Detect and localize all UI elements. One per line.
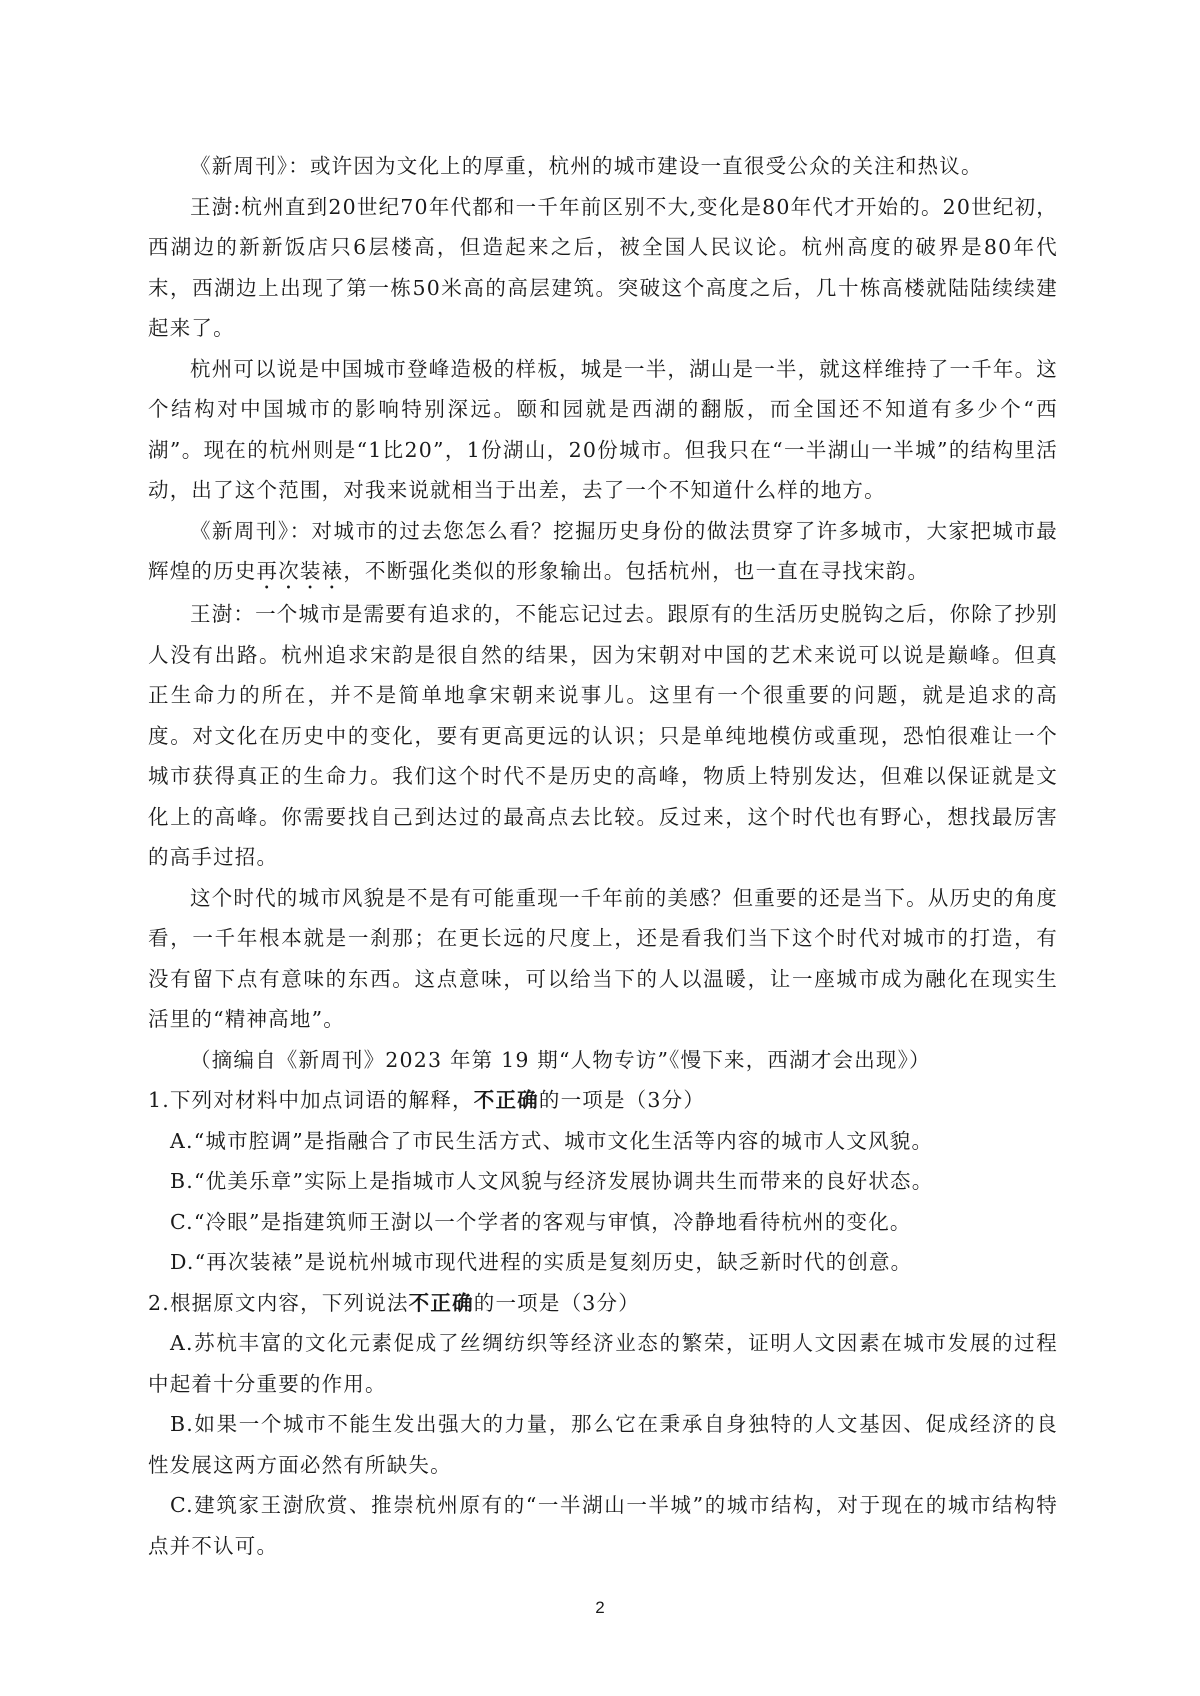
paragraph-5: 王澍：一个城市是需要有追求的，不能忘记过去。跟原有的生活历史脱钩之后，你除了抄别人没有出路。杭州追求宋韵是很自然的结果，因为宋朝对中国的艺术来说可以说是巅峰。但真正生命力的所在，并不是简单地拿宋朝来说事儿。这里有一个很重要的问题，就是追求的高度。对文化在历史中的变化，要有更高更远的认识；只是单纯地模仿或重现，恐怕很难让一个城市获得真正的生命力。我们这个时代不是历史的高峰，物质上特别发达，但难以保证就是文化上的高峰。你需要找自己到达过的最高点去比较。反过来，这个时代也有野心，想找最厉害的高手过招。 <box>148 602 1058 869</box>
paragraph-6: 这个时代的城市风貌是不是有可能重现一千年前的美感？但重要的还是当下。从历史的角度看，一千年根本就是一刹那；在更长远的尺度上，还是看我们当下这个时代对城市的打造，有没有留下点有意味的东西。这点意味，可以给当下的人以温暖，让一座城市成为融化在现实生活里的“精神高地”。 <box>148 885 1058 1031</box>
question-1-option-a: A.“城市腔调”是指融合了市民生活方式、城市文化生活等内容的城市人文风貌。 <box>170 1128 934 1153</box>
paragraph-1: 《新周刊》：或许因为文化上的厚重，杭州的城市建设一直很受公众的关注和热议。 <box>190 154 983 178</box>
paragraph-4-after: ，不断强化类似的形象输出。包括杭州，也一直在寻找宋韵。 <box>343 559 930 583</box>
paragraph-4 <box>148 511 1058 595</box>
question-2-suffix: 的一项是（3分） <box>473 1290 640 1315</box>
source-citation: （摘编自《新周刊》2023 年第 19 期“人物专访”《慢下来，西湖才会出现》） <box>190 1047 931 1072</box>
question-2-stem <box>148 1283 1058 1324</box>
question-2-option-a: A.苏杭丰富的文化元素促成了丝绸纺织等经济业态的繁荣，证明人文因素在城市发展的过程中起着十分重要的作用。 <box>148 1331 1058 1396</box>
question-1-stem <box>148 1080 1058 1121</box>
emphasized-phrase: 再次装裱 <box>256 559 344 583</box>
question-1-option-d: D.“再次装裱”是说杭州城市现代进程的实质是复刻历史，缺乏新时代的创意。 <box>170 1250 913 1274</box>
question-1-suffix: 的一项是（3分） <box>538 1088 706 1112</box>
paragraph-2: 王澍:杭州直到20世纪70年代都和一千年前区别不大,变化是80年代才开始的。20世纪初，西湖边的新新饭店只6层楼高，但造起来之后，被全国人民议论。杭州高度的破界是80年代末，西湖边上出现了第一栋50米高的高层建筑。突破这个高度之后，几十栋高楼就陆陆续续建起来了。 <box>148 194 1058 340</box>
question-2-option-c: C.建筑家王澍欣赏、推崇杭州原有的“一半湖山一半城”的城市结构，对于现在的城市结构特点并不认可。 <box>148 1493 1058 1558</box>
paragraph-4-before: 《新周刊》：对城市的过去您怎么看？挖掘历史身份的做法贯穿了许多城市，大家把城市最辉煌的历史 <box>148 518 1058 583</box>
document-body <box>148 146 1058 1566</box>
question-2-emphasis: 不正确 <box>408 1290 474 1315</box>
page-number: 2 <box>595 1598 605 1617</box>
question-2-option-b: B.如果一个城市不能生发出强大的力量，那么它在秉承自身独特的人文基因、促成经济的良性发展这两方面必然有所缺失。 <box>148 1412 1058 1477</box>
question-1-option-c: C.“冷眼”是指建筑师王澍以一个学者的客观与审慎，冷静地看待杭州的变化。 <box>170 1209 912 1234</box>
question-2-prefix: 2.根据原文内容，下列说法 <box>148 1290 409 1315</box>
question-1-option-b: B.“优美乐章”实际上是指城市人文风貌与经济发展协调共生而带来的良好状态。 <box>170 1169 934 1193</box>
question-1-emphasis: 不正确 <box>473 1088 539 1112</box>
question-1-prefix: 1.下列对材料中加点词语的解释， <box>148 1088 474 1112</box>
paragraph-3: 杭州可以说是中国城市登峰造极的样板，城是一半，湖山是一半，就这样维持了一千年。这个结构对中国城市的影响特别深远。颐和园就是西湖的翻版，而全国还不知道有多少个“西湖”。现在的杭州则是“1比20”，1份湖山，20份城市。但我只在“一半湖山一半城”的结构里活动，出了这个范围，对我来说就相当于出差，去了一个不知道什么样的地方。 <box>148 356 1058 502</box>
